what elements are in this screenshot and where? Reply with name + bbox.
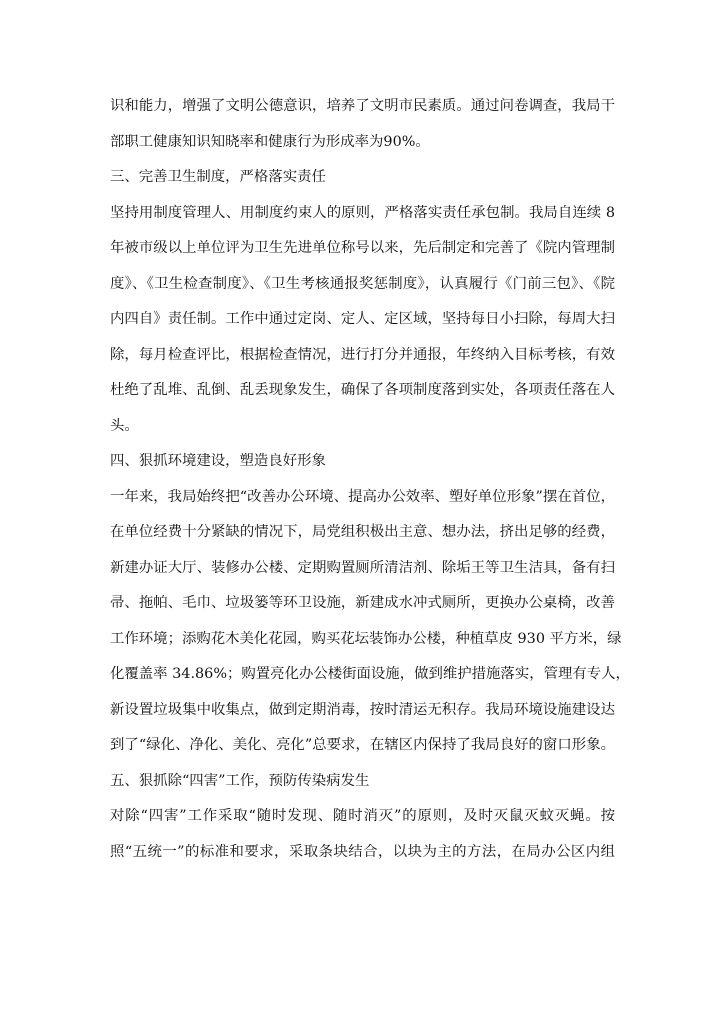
- text-line: 一年来，我局始终把“改善办公环境、提高办公效率、塑好单位形象”摆在首位，: [110, 488, 615, 505]
- text-line: 化覆盖率 34.86%；购置亮化办公楼街面设施，做到维护措施落实，管理有专人，: [110, 666, 630, 682]
- text-line: 年被市级以上单位评为卫生先进单位称号以来，先后制定和完善了《院内管理制: [110, 240, 615, 256]
- text-line: 头。: [110, 417, 139, 434]
- text-line: 在单位经费十分紧缺的情况下，局党组积极出主意、想办法，挤出足够的经费，: [110, 524, 615, 540]
- text-line: 新设置垃圾集中收集点，做到定期消毒，按时清运无积存。我局环境设施建设达: [110, 701, 615, 718]
- text-line: 到了“绿化、净化、美化、亮化”总要求，在辖区内保持了我局良好的窗口形象。: [110, 737, 615, 753]
- text-line: 坚持用制度管理人、用制度约束人的原则，严格落实责任承包制。我局自连续 8: [110, 204, 615, 221]
- document-page: [110, 94, 630, 875]
- section-heading: 五、狠抓除“四害”工作，预防传染病发生: [110, 772, 370, 789]
- text-line: 照“五统一”的标准和要求，采取条块结合，以块为主的方法，在局办公区内组: [110, 843, 615, 860]
- text-line: 度》、《卫生检查制度》、《卫生考核通报奖惩制度》，认真履行《门前三包》、《院: [110, 275, 615, 292]
- text-line: 内四自》责任制。工作中通过定岗、定人、定区域，坚持每日小扫除，每周大扫: [110, 311, 615, 327]
- section-heading: 三、完善卫生制度，严格落实责任: [110, 169, 326, 185]
- text-line: 杜绝了乱堆、乱倒、乱丢现象发生，确保了各项制度落到实处，各项责任落在人: [110, 382, 615, 398]
- text-line: 工作环境；添购花木美化花园，购买花坛装饰办公楼，种植草皮 930 平方米，绿: [110, 630, 622, 647]
- document-body: [110, 94, 630, 875]
- text-line: 新建办证大厅、装修办公楼、定期购置厕所清洁剂、除垢王等卫生洁具，备有扫: [110, 559, 615, 576]
- text-line: 帚、拖帕、毛巾、垃圾篓等环卫设施，新建成水冲式厕所，更换办公桌椅，改善: [110, 595, 615, 611]
- text-line: 部职工健康知识知晓率和健康行为形成率为90%。: [110, 133, 430, 150]
- text-line: 对除“四害”工作采取“随时发现、随时消灭”的原则，及时灭鼠灭蚊灭蝇。按: [110, 808, 615, 824]
- section-heading: 四、狠抓环境建设，塑造良好形象: [110, 453, 326, 469]
- text-line: 识和能力，增强了文明公德意识，培养了文明市民素质。通过问卷调查，我局干: [110, 98, 615, 114]
- text-line: 除，每月检查评比，根据检查情况，进行打分并通报，年终纳入目标考核，有效: [110, 346, 615, 363]
